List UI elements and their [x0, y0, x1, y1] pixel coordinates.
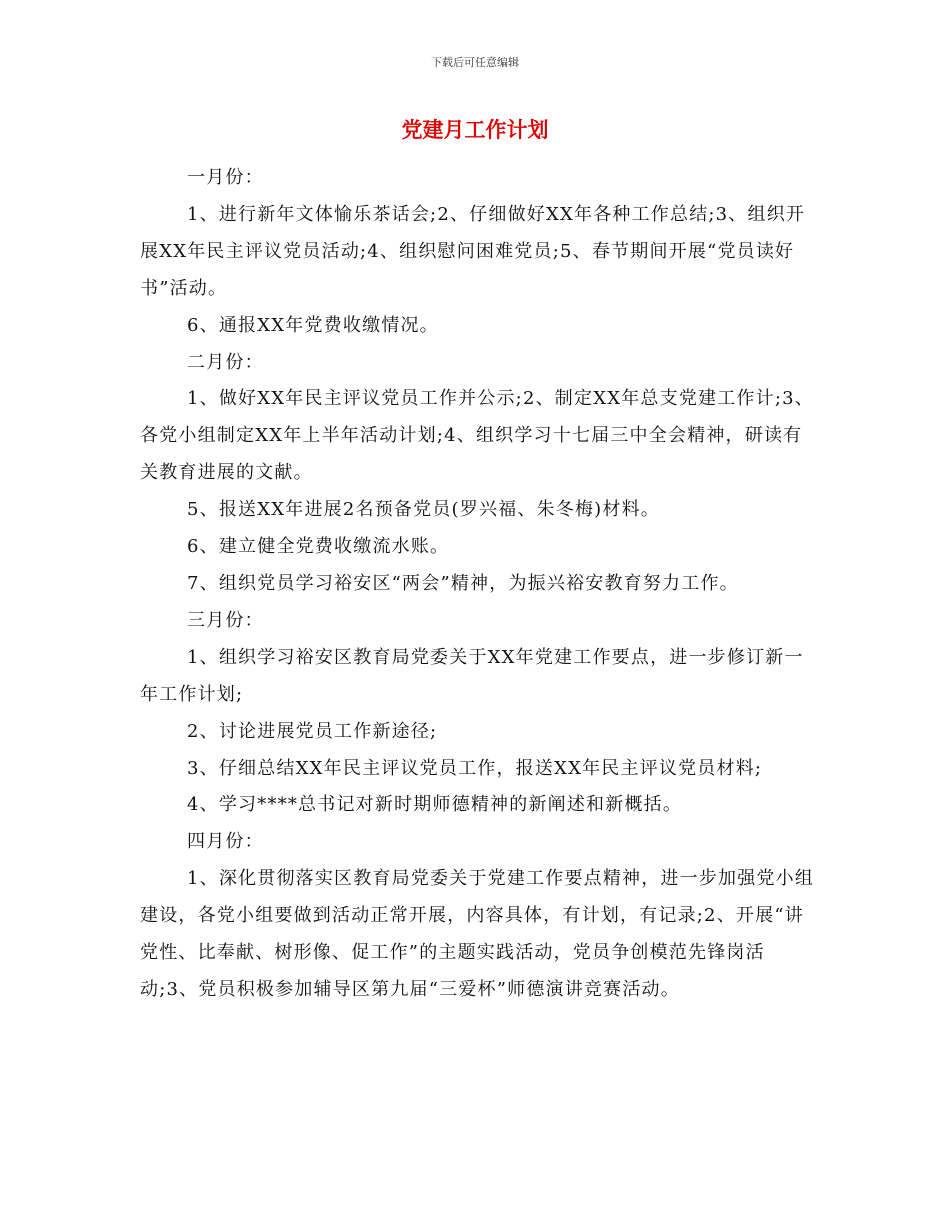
paragraph: 二月份： — [187, 351, 264, 373]
document-body — [140, 160, 820, 1009]
paragraph: 4、学习****总书记对新时期师德精神的新阐述和新概括。 — [187, 794, 683, 816]
paragraph: 6、建立健全党费收缴流水账。 — [187, 536, 450, 558]
paragraph: 7、组织党员学习裕安区“两会”精神，为振兴裕安教育努力工作。 — [187, 572, 739, 594]
paragraph: 三月份： — [187, 609, 264, 631]
paragraph: 6、通报XX年党费收缴情况。 — [187, 314, 439, 336]
paragraph: 四月份： — [187, 831, 264, 853]
paragraph: 1、进行新年文体愉乐茶话会;2、仔细做好XX年各种工作总结;3、组织开展XX年民主评议党员活动;4、组织慰问困难党员;5、春节期间开展“党员读好书”活动。 — [140, 203, 806, 299]
paragraph: 5、报送XX年进展2名预备党员(罗兴福、朱冬梅)材料。 — [187, 499, 660, 521]
paragraph: 2、讨论进展党员工作新途径; — [187, 720, 438, 742]
document-title: 党建月工作计划 — [401, 118, 549, 142]
paragraph: 1、组织学习裕安区教育局党委关于XX年党建工作要点，进一步修订新一年工作计划; — [140, 646, 804, 705]
paragraph: 一月份： — [187, 167, 264, 188]
paragraph: 1、深化贯彻落实区教育局党委关于党建工作要点精神，进一步加强党小组建设，各党小组要做到活动正常开展，内容具体，有计划，有记录;2、开展“讲党性、比奉献、树形像、促工作”的主题实践活动，党员争创模范先锋岗活动;3、党员积极参加辅导区第九届“三爱杯”师德演讲竞赛活动。 — [140, 868, 815, 1000]
paragraph: 1、做好XX年民主评议党员工作并公示;2、制定XX年总支党建工作计;3、各党小组制定XX年上半年活动计划;4、组织学习十七届三中全会精神，研读有关教育进展的文献。 — [140, 388, 814, 484]
paragraph: 3、仔细总结XX年民主评议党员工作，报送XX年民主评议党员材料; — [187, 757, 763, 779]
header-note: 下载后可任意编辑 — [431, 56, 519, 69]
